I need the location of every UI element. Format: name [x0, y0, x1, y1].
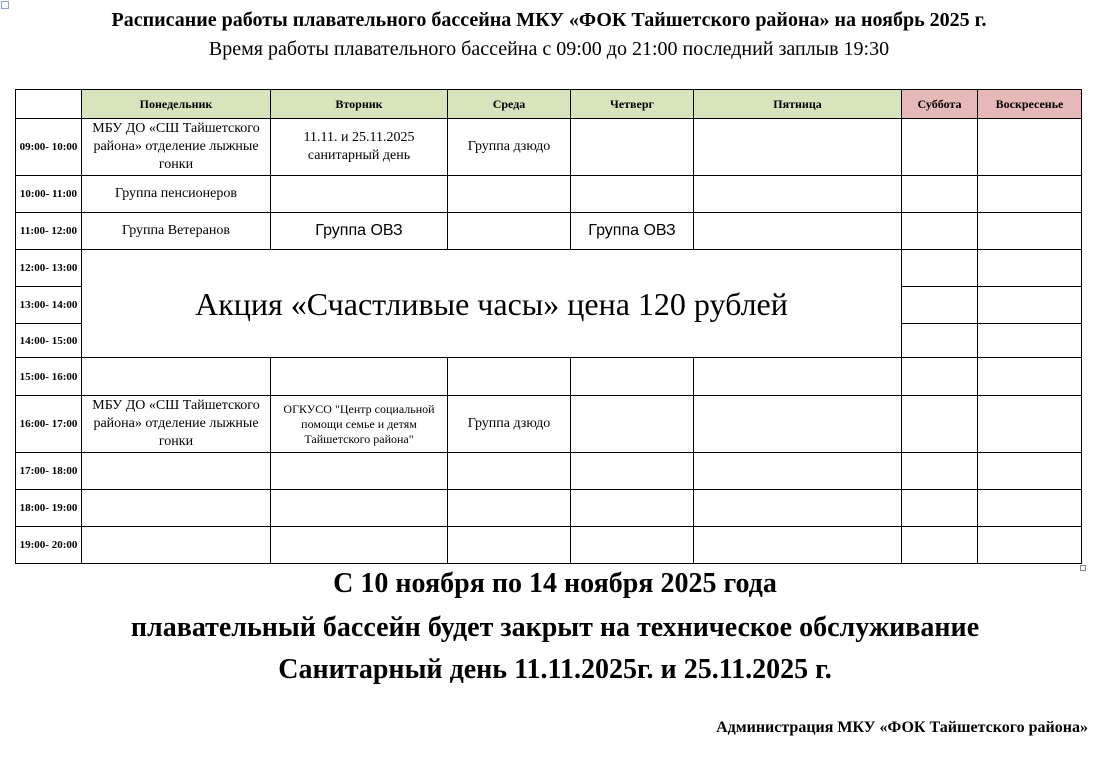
closure-notice-reason: плавательный бассейн будет закрыт на техническое обслуживание	[130, 612, 980, 643]
schedule-cell	[978, 396, 1082, 453]
day-header: Пятница	[694, 90, 902, 119]
schedule-cell	[694, 527, 902, 564]
day-header: Вторник	[271, 90, 448, 119]
schedule-cell	[448, 358, 571, 396]
day-header-weekend: Суббота	[902, 90, 978, 119]
header-row	[16, 90, 1082, 119]
day-header: Понедельник	[82, 90, 271, 119]
time-slot: 13:00- 14:00	[16, 287, 82, 324]
table-row	[16, 176, 1082, 213]
schedule-cell	[902, 527, 978, 564]
schedule-cell	[448, 527, 571, 564]
schedule-cell	[448, 213, 571, 250]
day-header-weekend: Воскресенье	[978, 90, 1082, 119]
schedule-cell	[271, 176, 448, 213]
schedule-cell	[82, 490, 271, 527]
schedule-cell	[978, 358, 1082, 396]
administration-signature: Администрация МКУ «ФОК Тайшетского района»	[716, 719, 1088, 736]
time-slot: 09:00- 10:00	[16, 119, 82, 176]
schedule-cell	[694, 213, 902, 250]
table-row	[16, 453, 1082, 490]
schedule-cell	[978, 250, 1082, 287]
table-row	[16, 250, 1082, 287]
schedule-cell	[82, 453, 271, 490]
schedule-cell	[902, 396, 978, 453]
time-slot: 14:00- 15:00	[16, 324, 82, 358]
table-row	[16, 396, 1082, 453]
schedule-cell: Группа дзюдо	[448, 396, 571, 453]
schedule-table	[15, 89, 1082, 564]
day-header: Среда	[448, 90, 571, 119]
schedule-cell	[271, 490, 448, 527]
schedule-cell	[978, 527, 1082, 564]
schedule-cell	[448, 453, 571, 490]
schedule-cell	[448, 176, 571, 213]
schedule-cell	[902, 176, 978, 213]
table-row	[16, 358, 1082, 396]
sanitary-day-notice: Санитарный день 11.11.2025г. и 25.11.2025 г.	[278, 654, 832, 685]
schedule-cell	[978, 213, 1082, 250]
schedule-cell	[694, 119, 902, 176]
schedule-cell	[902, 213, 978, 250]
corner-cell	[16, 90, 82, 119]
schedule-cell	[571, 527, 694, 564]
time-slot: 17:00- 18:00	[16, 453, 82, 490]
schedule-cell	[978, 119, 1082, 176]
schedule-cell	[571, 176, 694, 213]
schedule-cell: Группа ОВЗ	[571, 213, 694, 250]
time-slot: 18:00- 19:00	[16, 490, 82, 527]
page-title: Расписание работы плавательного бассейна МКУ «ФОК Тайшетского района» на ноябрь 2025 г.	[111, 9, 987, 31]
time-slot: 19:00- 20:00	[16, 527, 82, 564]
time-slot: 16:00- 17:00	[16, 396, 82, 453]
schedule-cell	[571, 490, 694, 527]
time-slot: 15:00- 16:00	[16, 358, 82, 396]
schedule-cell	[694, 490, 902, 527]
schedule-cell	[978, 324, 1082, 358]
time-slot: 12:00- 13:00	[16, 250, 82, 287]
promo-banner: Акция «Счастливые часы» цена 120 рублей	[82, 250, 902, 358]
schedule-cell	[271, 358, 448, 396]
table-move-handle[interactable]	[1, 1, 9, 9]
table-row	[16, 119, 1082, 176]
schedule-cell	[271, 527, 448, 564]
schedule-cell	[902, 453, 978, 490]
page-subtitle: Время работы плавательного бассейна с 09:00 до 21:00 последний заплыв 19:30	[208, 38, 890, 60]
schedule-cell: Группа пенсионеров	[82, 176, 271, 213]
schedule-cell	[902, 490, 978, 527]
schedule-cell: ОГКУСО "Центр социальной помощи семье и детям Тайшетского района"	[271, 396, 448, 453]
schedule-cell	[571, 358, 694, 396]
schedule-cell	[694, 176, 902, 213]
closure-notice-dates: С 10 ноября по 14 ноября 2025 года	[333, 568, 777, 599]
schedule-cell: Группа дзюдо	[448, 119, 571, 176]
schedule-cell	[82, 527, 271, 564]
table-row	[16, 213, 1082, 250]
schedule-cell	[902, 287, 978, 324]
schedule-cell	[271, 453, 448, 490]
schedule-cell	[82, 358, 271, 396]
schedule-cell	[978, 176, 1082, 213]
schedule-cell	[448, 490, 571, 527]
schedule-cell	[571, 119, 694, 176]
schedule-cell	[902, 250, 978, 287]
schedule-cell	[978, 453, 1082, 490]
table-row	[16, 527, 1082, 564]
day-header: Четверг	[571, 90, 694, 119]
schedule-cell	[571, 453, 694, 490]
schedule-cell	[694, 358, 902, 396]
schedule-cell: МБУ ДО «СШ Тайшетского района» отделение лыжные гонки	[82, 119, 271, 176]
time-slot: 11:00- 12:00	[16, 213, 82, 250]
schedule-cell	[571, 396, 694, 453]
schedule-cell: 11.11. и 25.11.2025 санитарный день	[271, 119, 448, 176]
schedule-cell	[902, 324, 978, 358]
schedule-cell: Группа Ветеранов	[82, 213, 271, 250]
schedule-cell	[694, 453, 902, 490]
table-row	[16, 490, 1082, 527]
time-slot: 10:00- 11:00	[16, 176, 82, 213]
schedule-cell: МБУ ДО «СШ Тайшетского района» отделение лыжные гонки	[82, 396, 271, 453]
schedule-cell	[902, 358, 978, 396]
schedule-cell	[902, 119, 978, 176]
schedule-cell: Группа ОВЗ	[271, 213, 448, 250]
schedule-cell	[694, 396, 902, 453]
schedule-cell	[978, 490, 1082, 527]
schedule-cell	[978, 287, 1082, 324]
